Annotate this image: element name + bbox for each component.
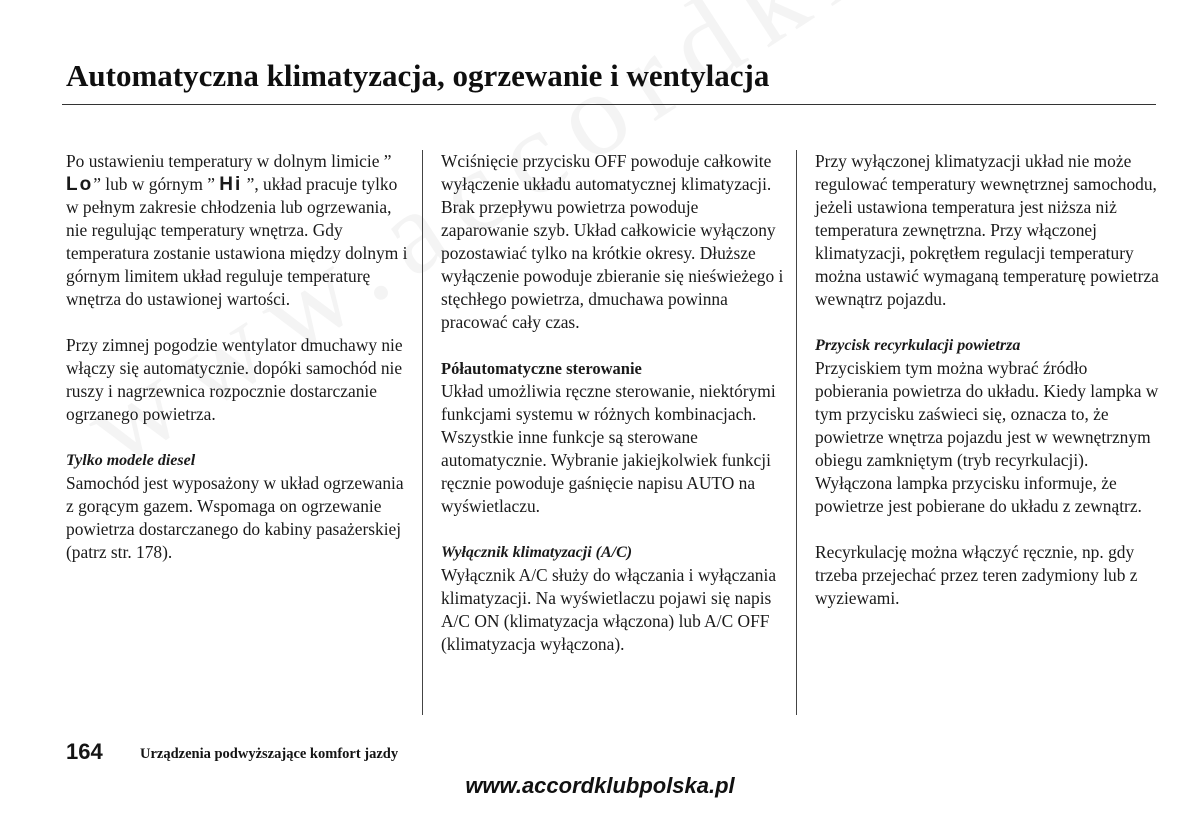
paragraph-ac-off-regulation: Przy wyłączonej klimatyzacji układ nie może regulować temperatury wewnętrznej samochodu, jeżeli ustawiona temperatura jest niższa niż temperatura zewnętrzna. Przy włączonej klimatyzacji, pokrętłem regulacji temperatury można ustawić wymaganą temperaturę powietrza wewnątrz pojazdu. [815, 151, 1159, 309]
subheading-diesel: Tylko modele diesel [66, 452, 196, 469]
page-title: Automatyczna klimatyzacja, ogrzewanie i wentylacja [66, 58, 770, 93]
paragraph-diesel: Samochód jest wyposażony w układ ogrzewania z gorącym gazem. Wspomaga on ogrzewanie powietrza dostarczanego do kabiny pasażerskiej (patrz str. 178). [66, 473, 404, 562]
text-column-3 [815, 150, 1160, 610]
paragraph-text: ” lub w górnym ” [93, 174, 220, 194]
paragraph-ac-switch: Wyłącznik A/C służy do włączania i wyłączania klimatyzacji. Na wyświetlaczu pojawi się napis A/C ON (klimatyzacja włączona) lub A/C OFF (klimatyzacja wyłączona). [441, 565, 777, 654]
column-divider [796, 150, 797, 715]
paragraph-text: ”, układ pracuje tylko w pełnym zakresie chłodzenia lub ogrzewania, nie regulując temperatury wnętrza. Gdy temperatura zostanie ustawiona między dolnym i górnym limitem układ reguluje temperaturę wnętrza do ustawionej wartości. [66, 174, 408, 309]
paragraph-recirculation-manual: Recyrkulację można włączyć ręcznie, np. gdy trzeba przejechać przez teren zadymiony lub z wyziewami. [815, 542, 1138, 608]
subheading-semi-automatic: Półautomatyczne sterowanie [441, 359, 642, 378]
lo-display-symbol: Lo [66, 174, 94, 195]
website-url: www.accordklubpolska.pl [465, 773, 735, 798]
paragraph-off-button: Wciśnięcie przycisku OFF powoduje całkowite wyłączenie układu automatycznej klimatyzacji. Brak przepływu powietrza powoduje zaparowanie szyb. Układ całkowicie wyłączony pozostawiać tylko na krótkie okresy. Dłuższe wyłączenie powoduje zbieranie się nieświeżego i stęchłego powietrza, dmuchawa powinna pracować cały czas. [441, 151, 784, 332]
paragraph-semi-automatic: Układ umożliwia ręczne sterowanie, niektórymi funkcjami systemu w różnych kombinacjach. Wszystkie inne funkcje są sterowane automatycznie. Wybranie jakiejkolwiek funkcji ręcznie powoduje gaśnięcie napisu AUTO na wyświetlaczu. [441, 381, 776, 516]
section-name: Urządzenia podwyższające komfort jazdy [140, 746, 399, 762]
subheading-recirculation: Przycisk recyrkulacji powietrza [815, 337, 1021, 354]
page-number: 164 [66, 739, 103, 764]
column-divider [422, 150, 423, 715]
paragraph-cold-weather: Przy zimnej pogodzie wentylator dmuchawy nie włączy się automatycznie. dopóki samochód nie ruszy i nagrzewnica rozpocznie dostarczanie ogrzanego powietrza. [66, 335, 403, 424]
text-column-2 [441, 150, 786, 656]
hi-display-symbol: Hi [219, 174, 243, 195]
title-divider [62, 104, 1156, 105]
paragraph-recirculation: Przyciskiem tym można wybrać źródło pobierania powietrza do układu. Kiedy lampka w tym przycisku zaświeci się, oznacza to, że powietrze wnętrza pojazdu jest w wewnętrznym obiegu zamkniętym (tryb recyrkulacji). Wyłączona lampka przycisku informuje, że powietrze jest pobierane do układu z zewnątrz. [815, 358, 1159, 516]
paragraph-text: Po ustawieniu temperatury w dolnym limicie ” [66, 151, 392, 171]
text-column-1 [66, 150, 411, 564]
paragraph-temperature-limits [66, 150, 411, 311]
subheading-ac-switch: Wyłącznik klimatyzacji (A/C) [441, 544, 633, 561]
